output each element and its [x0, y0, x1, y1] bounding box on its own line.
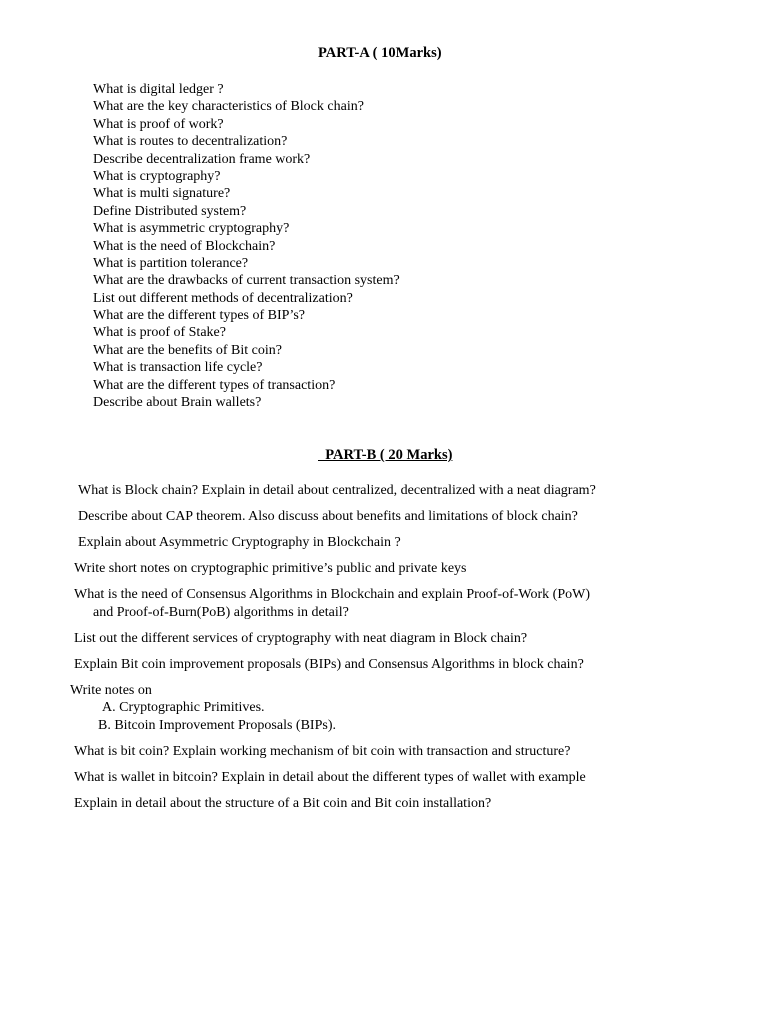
list-item: What is multi signature? — [93, 186, 231, 202]
list-item: What are the different types of transaction? — [93, 377, 336, 393]
part-b-question-8: Write notes on — [70, 683, 152, 698]
list-item: What is asymmetric cryptography? — [93, 221, 290, 237]
list-item: What is the need of Blockchain? — [93, 238, 276, 254]
part-b-question-3: Explain about Asymmetric Cryptography in Blockchain ? — [78, 535, 401, 550]
list-item: What are the drawbacks of current transaction system? — [93, 273, 400, 289]
list-item: Describe decentralization frame work? — [93, 151, 311, 167]
list-item: What are the key characteristics of Block chain? — [93, 99, 364, 115]
part-b-question-5: What is the need of Consensus Algorithms in Blockchain and explain Proof-of-Work (PoW) — [74, 587, 590, 602]
list-item: Describe about Brain wallets? — [93, 395, 262, 411]
part-b-question-5-continued: and Proof-of-Burn(PoB) algorithms in detail? — [93, 605, 349, 620]
list-item: List out different methods of decentralization? — [93, 290, 353, 306]
list-item: What is digital ledger ? — [93, 82, 224, 97]
part-b-question-4: Write short notes on cryptographic primitive’s public and private keys — [74, 561, 467, 576]
part-b-question-6: List out the different services of cryptography with neat diagram in Block chain? — [74, 631, 528, 646]
list-item: What is routes to decentralization? — [93, 134, 288, 150]
part-b-question-8-item-a: A. Cryptographic Primitives. — [102, 700, 265, 715]
list-item: What are the benefits of Bit coin? — [93, 342, 282, 358]
part-b-question-8-item-b: B. Bitcoin Improvement Proposals (BIPs). — [98, 718, 336, 733]
part-b-heading: PART-B ( 20 Marks) — [318, 447, 453, 463]
part-a-heading: PART-A ( 10Marks) — [318, 45, 442, 61]
part-b-question-2: Describe about CAP theorem. Also discuss about benefits and limitations of block chain? — [78, 509, 578, 524]
list-item: What is transaction life cycle? — [93, 360, 263, 376]
list-item: What is proof of Stake? — [93, 325, 226, 341]
part-b-question-10: What is wallet in bitcoin? Explain in detail about the different types of wallet with example — [74, 770, 586, 785]
part-b-question-9: What is bit coin? Explain working mechanism of bit coin with transaction and structure? — [74, 744, 571, 759]
list-item: Define Distributed system? — [93, 203, 247, 219]
part-b-question-11: Explain in detail about the structure of a Bit coin and Bit coin installation? — [74, 796, 492, 811]
part-b-question-1: What is Block chain? Explain in detail about centralized, decentralized with a neat diagram? — [78, 483, 596, 498]
list-item: What is proof of work? — [93, 116, 224, 132]
list-item: What is partition tolerance? — [93, 255, 249, 271]
list-item: What are the different types of BIP’s? — [93, 308, 306, 324]
list-item: What is cryptography? — [93, 168, 221, 184]
part-b-question-7: Explain Bit coin improvement proposals (BIPs) and Consensus Algorithms in block chain? — [74, 657, 584, 672]
part-a-question-list — [93, 81, 400, 411]
